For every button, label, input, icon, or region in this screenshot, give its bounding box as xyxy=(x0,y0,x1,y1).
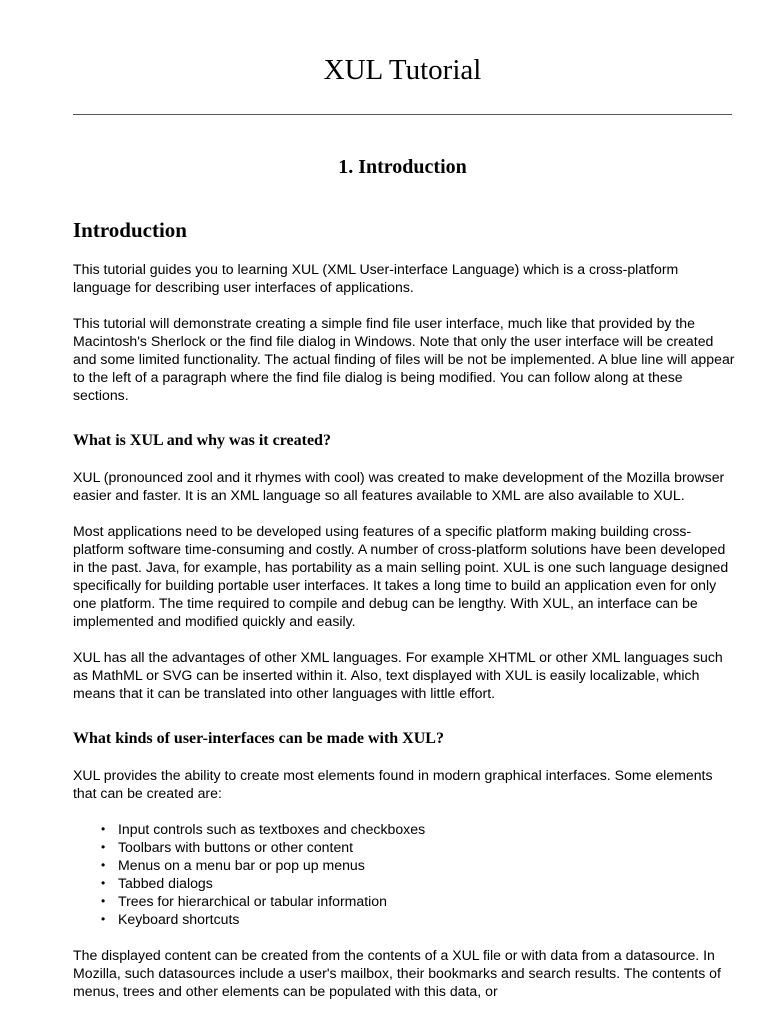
chapter-title: 1. Introduction xyxy=(338,156,467,178)
list-item-text: Menus on a menu bar or pop up menus xyxy=(118,857,365,873)
paragraph: Most applications need to be developed using features of a specific platform making building cross-platform software time-consuming and costly. A number of cross-platform solutions have been developed in the past. Java, for example, has portability as a main selling point. XUL is one such language designed specifically for building portable user interfaces. It takes a long time to build an application even for only one platform. The time required to compile and debug can be lengthy. With XUL, an interface can be implemented and modified quickly and easily. xyxy=(73,523,729,629)
bullet-icon: • xyxy=(101,822,106,836)
list-item xyxy=(101,892,738,910)
document-title: XUL Tutorial xyxy=(323,54,482,86)
list-item xyxy=(101,910,738,928)
bullet-icon: • xyxy=(101,912,106,926)
paragraph: XUL has all the advantages of other XML languages. For example XHTML or other XML languages such as MathML or SVG can be inserted within it. Also, text displayed with XUL is easily localizable, which means that it can be translated into other languages with little effort. xyxy=(73,649,723,701)
section-heading-what-is-xul: What is XUL and why was it created? xyxy=(73,432,331,449)
list-item-text: Input controls such as textboxes and checkboxes xyxy=(118,821,426,837)
list-item xyxy=(101,856,738,874)
list-item xyxy=(101,874,738,892)
list-item xyxy=(101,820,738,838)
paragraph: The displayed content can be created from the contents of a XUL file or with data from a datasource. In Mozilla, such datasources include a user's mailbox, their bookmarks and search results. The contents of menus, trees and other elements can be populated with this data, or xyxy=(73,947,721,999)
paragraph: XUL provides the ability to create most elements found in modern graphical interfaces. Some elements that can be created are: xyxy=(73,767,713,801)
list-item-text: Keyboard shortcuts xyxy=(118,911,240,927)
list-item-text: Tabbed dialogs xyxy=(118,875,213,891)
list-item-text: Trees for hierarchical or tabular information xyxy=(118,893,387,909)
paragraph: This tutorial guides you to learning XUL (XML User-interface Language) which is a cross-platform language for describing user interfaces of applications. xyxy=(73,261,679,295)
bullet-icon: • xyxy=(101,840,106,854)
document-body xyxy=(73,216,738,1000)
section-heading-introduction: Introduction xyxy=(73,218,187,242)
paragraph: XUL (pronounced zool and it rhymes with cool) was created to make development of the Mozilla browser easier and faster. It is an XML language so all features available to XML are also available to XUL. xyxy=(73,469,725,503)
bullet-icon: • xyxy=(101,876,106,890)
list-item xyxy=(101,838,738,856)
list-item-text: Toolbars with buttons or other content xyxy=(118,839,354,855)
feature-list xyxy=(73,820,738,928)
bullet-icon: • xyxy=(101,894,106,908)
paragraph: This tutorial will demonstrate creating a simple find file user interface, much like that provided by the Macintosh's Sherlock or the find file dialog in Windows. Note that only the user interface will be created and some limited functionality. The actual finding of files will be not be implemented. A blue line will appear to the left of a paragraph where the find file dialog is being modified. You can follow along at these sections. xyxy=(73,315,735,403)
bullet-icon: • xyxy=(101,858,106,872)
section-heading-what-kinds: What kinds of user-interfaces can be made with XUL? xyxy=(73,730,444,747)
title-divider xyxy=(73,114,732,115)
